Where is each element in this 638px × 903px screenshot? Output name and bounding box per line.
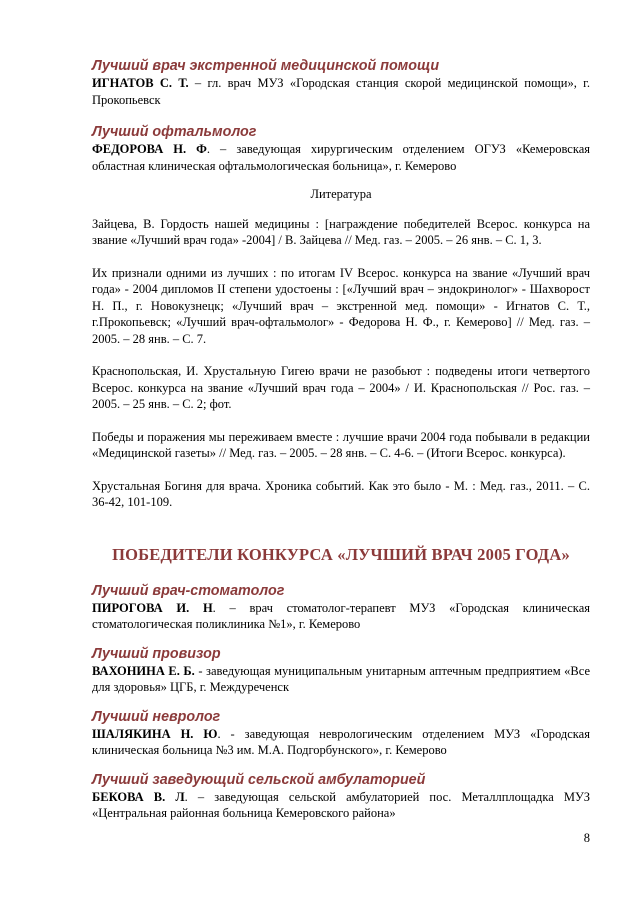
literature-item: Краснопольская, И. Хрустальную Гигею врачи не разобьют : подведены итоги четвертого Всерос. конкурса на звание «Лучший врач года – 2004» / И. Краснопольская // Рос. газ. – 2005. – 25 янв. – С. 2; фот. xyxy=(92,364,590,411)
literature-item: Хрустальная Богиня для врача. Хроника событий. Как это было - М. : Мед. газ., 2011. – С. 36-42, 101-109. xyxy=(92,478,590,509)
entry-name: ШАЛЯКИНА Н. Ю xyxy=(92,726,218,741)
entry-title: Лучший врач-стоматолог xyxy=(92,582,285,599)
entry-text xyxy=(92,789,590,822)
entry-text xyxy=(92,600,590,633)
entry-text xyxy=(92,726,590,759)
entry-name: ПИРОГОВА И. Н xyxy=(92,600,213,615)
entry-desc: . - заведующая неврологическим отделением МУЗ «Городская клиническая больница №3 им. М.А. Подгорбунского», г. Кемерово xyxy=(92,726,590,757)
entry-desc: . – врач стоматолог-терапевт МУЗ «Городская клиническая стоматологическая поликлиника №1», г. Кемерово xyxy=(92,600,590,631)
literature-item: Их признали одними из лучших : по итогам IV Всерос. конкурса на звание «Лучший врач года» - 2004 дипломов II степени удостоены : [«Лучший врач – эндокринолог» - Шахворост Н. П., г. Новокузнецк; «Лучший врач – экстренной мед. помощи» - Игнатов С. Т., г.Прокопьевск; «Лучший врач-офтальмолог» - Федорова Н. Ф., г. Кемерово] // Мед. газ. – 2005. – 28 янв. – С. 7. xyxy=(92,265,590,346)
entry-desc: - заведующая муниципальным унитарным аптечным предприятием «Все для здоровья» ЦГБ, г. Междуреченск xyxy=(92,663,590,694)
entry-emergency xyxy=(92,58,590,108)
entry-text xyxy=(92,663,590,696)
entry-dentist xyxy=(92,583,590,633)
entry-title: Лучший заведующий сельской амбулаторией xyxy=(92,771,426,788)
entry-desc: . – заведующая сельской амбулаторией пос. Металлплощадка МУЗ «Центральная районная больница Кемеровского района» xyxy=(92,789,590,820)
entry-desc: . – заведующая хирургическим отделением ОГУЗ «Кемеровская областная клиническая офтальмологическая больница», г. Кемерово xyxy=(92,142,591,173)
entry-title: Лучший провизор xyxy=(92,645,221,662)
entry-title: Лучший офтальмолог xyxy=(92,124,257,140)
entry-ophthalmologist xyxy=(92,124,590,174)
entry-name: БЕКОВА В. Л xyxy=(92,789,185,804)
entry-neurologist xyxy=(92,709,590,759)
entry-rural-clinic-head xyxy=(92,772,590,822)
entry-text xyxy=(92,75,590,108)
literature-item: Зайцева, В. Гордость нашей медицины : [награждение победителей Всерос. конкурса на звание «Лучший врач года» -2004] / В. Зайцева // Мед. газ. – 2005. – 26 янв. – С. 1, 3. xyxy=(92,216,590,247)
section-title: ПОБЕДИТЕЛИ КОНКУРСА «ЛУЧШИЙ ВРАЧ 2005 ГОДА» xyxy=(112,544,570,564)
entry-text xyxy=(92,141,590,174)
entry-title: Лучший врач экстренной медицинской помощи xyxy=(92,58,440,74)
entry-name: ВАХОНИНА Е. Б. xyxy=(92,663,195,678)
literature-heading: Литература xyxy=(310,187,372,201)
entry-title: Лучший невролог xyxy=(92,708,221,725)
entry-name: ФЕДОРОВА Н. Ф xyxy=(92,142,207,156)
entry-desc: – гл. врач МУЗ «Городская станция скорой медицинской помощи», г. Прокопьевск xyxy=(92,76,590,107)
entry-name: ИГНАТОВ С. Т. xyxy=(92,76,189,90)
literature-item: Победы и поражения мы переживаем вместе : лучшие врачи 2004 года побывали в редакции «Медицинской газеты» // Мед. газ. – 2005. – 28 янв. – С. 4-6. – (Итоги Всерос. конкурса). xyxy=(92,429,590,460)
page-number: 8 xyxy=(583,831,590,845)
entry-pharmacist xyxy=(92,646,590,696)
